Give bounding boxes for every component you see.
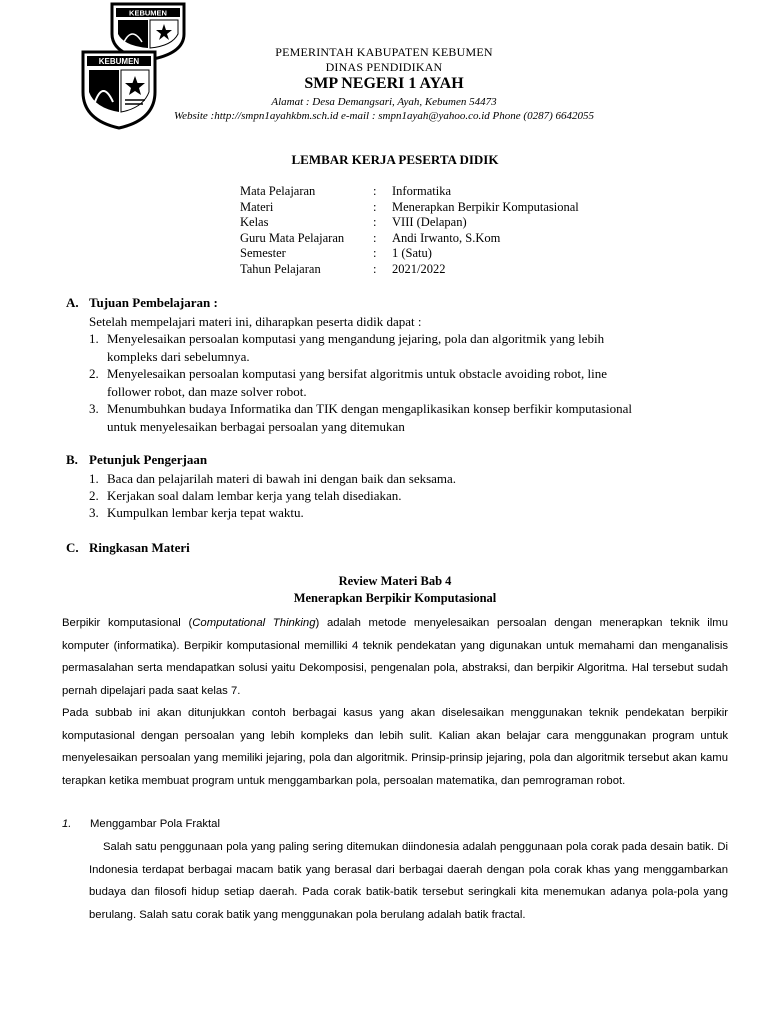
info-key: Kelas bbox=[240, 215, 269, 230]
info-separator: : bbox=[373, 261, 377, 276]
info-separator: : bbox=[373, 199, 377, 214]
list-item: 2. Menyelesaikan persoalan komputasi yang bersifat algoritmis untuk obstacle avoiding robot, line follower robot, dan maze solver robot. bbox=[89, 366, 608, 399]
list-item: 1. Baca dan pelajarilah materi di bawah ini dengan baik dan seksama. bbox=[89, 471, 457, 486]
subsection-heading: 1. Menggambar Pola Fraktal bbox=[62, 818, 220, 830]
list-item: 2. Kerjakan soal dalam lembar kerja yang telah disediakan. bbox=[89, 488, 402, 503]
section-a-intro: Setelah mempelajari materi ini, diharapkan peserta didik dapat : bbox=[89, 314, 422, 329]
paragraph: Pada subbab ini akan ditunjukkan contoh berbagai kasus yang akan diselesaikan menggunakan teknik pendekatan berpikir komputasional dengan persoalan yang lebih kompleks dan lebih sulit. Kalian akan belajar cara menggunakan program untuk menyelesaikan persoalan yang memiliki jejaring, pola dan algoritmik. Prinsip-prinsip jejaring, pola dan algoritmik tersebut akan kamu terapkan ketika membuat program untuk menggambarkan pola, persoalan matematika, dan pemrograman robot. bbox=[62, 707, 728, 787]
section-a-heading: A. Tujuan Pembelajaran : bbox=[66, 295, 218, 310]
info-separator: : bbox=[373, 184, 377, 198]
info-row bbox=[240, 231, 579, 247]
svg-text:KEBUMEN: KEBUMEN bbox=[98, 57, 140, 66]
review-subtitle: Menerapkan Berpikir Komputasional bbox=[293, 591, 497, 605]
paragraph: Berpikir komputasional (Computational Thinking) adalah metode menyelesaikan persoalan dengan menerapkan teknik ilmu komputer (informatika). Berpikir komputasional memilliki 4 teknik pendekatan yang digunakan untuk memahami dan menganalisis permasalahan serta mendapatkan solusi yaitu Dekomposisi, pengenalan pola, abstraksi, dan berpikir Algoritma. Hal tersebut sudah pernah dipelajari pada saat kelas 7. bbox=[62, 617, 728, 697]
info-row bbox=[240, 184, 579, 200]
section-c-heading: C. Ringkasan Materi bbox=[66, 540, 190, 555]
info-value: 2021/2022 bbox=[392, 261, 446, 276]
info-key: Tahun Pelajaran bbox=[240, 261, 321, 276]
section-b-heading: B. Petunjuk Pengerjaan bbox=[66, 452, 208, 467]
paragraph: Salah satu penggunaan pola yang paling sering ditemukan diindonesia adalah penggunaan pola corak pada desain batik. Di Indonesia terdapat berbagai macam batik yang berasal dari berbagai daerah dengan pola corak khas yang menggambarkan budaya dan filosofi hidup setiap daerah. Pada corak batik-batik tersebut seringkali kita menemukan adanya pola-pola yang berulang. Salah satu corak batik yang menggunakan pola berulang adalah batik fractal. bbox=[89, 841, 728, 921]
list-item: 3. Kumpulkan lembar kerja tepat waktu. bbox=[89, 505, 304, 520]
info-key: Mata Pelajaran bbox=[240, 184, 316, 198]
info-separator: : bbox=[373, 215, 377, 230]
svg-text:KEBUMEN: KEBUMEN bbox=[129, 8, 167, 18]
info-row bbox=[240, 246, 579, 262]
info-value: Andi Irwanto, S.Kom bbox=[392, 230, 501, 245]
info-value: VIII (Delapan) bbox=[392, 215, 467, 230]
header-school-name: SMP NEGERI 1 AYAH bbox=[304, 75, 464, 92]
document-title: LEMBAR KERJA PESERTA DIDIK bbox=[291, 152, 499, 167]
info-row bbox=[240, 262, 579, 278]
review-title: Review Materi Bab 4 bbox=[338, 574, 452, 588]
info-key: Semester bbox=[240, 246, 286, 261]
info-separator: : bbox=[373, 230, 377, 245]
header-contact: Website :http://smpn1ayahkbm.sch.id e-mail : smpn1ayah@yahoo.co.id Phone (0287) 6642055 bbox=[173, 110, 594, 122]
list-item: 1. Menyelesaikan persoalan komputasi yang mengandung jejaring, pola dan algoritmik yang lebih kompleks dari sebelumnya. bbox=[89, 331, 605, 364]
info-row bbox=[240, 200, 579, 216]
info-value: 1 (Satu) bbox=[392, 246, 432, 261]
header-address: Alamat : Desa Demangsari, Ayah, Kebumen 54473 bbox=[271, 96, 497, 108]
header-government: PEMERINTAH KABUPATEN KEBUMEN bbox=[275, 45, 493, 59]
info-value: Menerapkan Berpikir Komputasional bbox=[392, 199, 579, 214]
list-item: 3. Menumbuhkan budaya Informatika dan TIK dengan mengaplikasikan konsep berfikir komputasional untuk menyelesaikan berbagai persoalan yang ditemukan bbox=[89, 401, 633, 434]
info-key: Guru Mata Pelajaran bbox=[240, 230, 345, 245]
info-row bbox=[240, 215, 579, 231]
header-department: DINAS PENDIDIKAN bbox=[325, 60, 443, 74]
info-value: Informatika bbox=[392, 184, 452, 198]
info-table bbox=[240, 184, 579, 278]
info-separator: : bbox=[373, 246, 377, 261]
info-key: Materi bbox=[240, 199, 274, 214]
